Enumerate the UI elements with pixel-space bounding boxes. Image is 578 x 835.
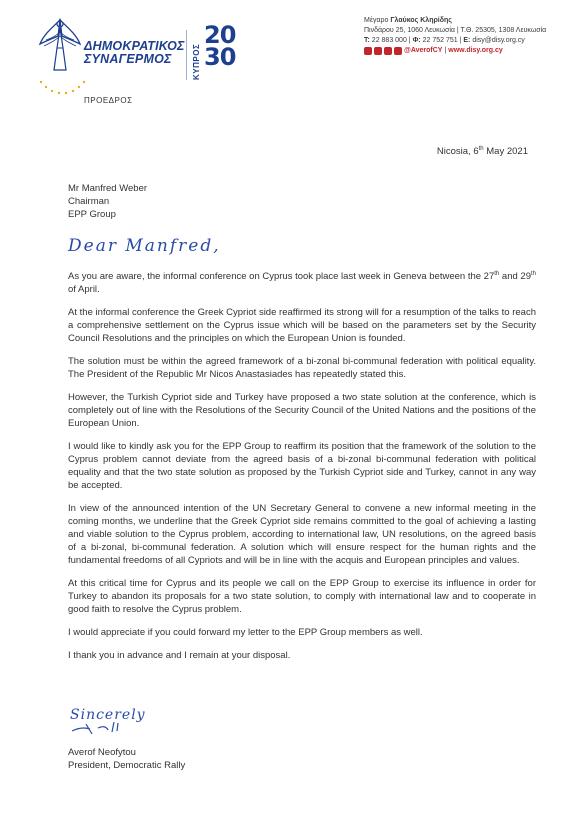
address-line: Πινδάρου 25, 1060 Λευκωσία | Τ.Θ. 25305, 1308 Λευκωσία xyxy=(364,27,547,34)
paragraph-9: I thank you in advance and I remain at your disposal. xyxy=(68,650,291,662)
social-line: @AverofCY | www.disy.org.cy xyxy=(364,46,546,56)
building-line xyxy=(364,16,546,26)
kypros-vertical-label xyxy=(190,28,202,82)
paragraph-1: As you are aware, the informal conference on Cyprus took place last week in Geneva between the 27th and 29th of April. xyxy=(68,271,536,296)
date-prefix: Nicosia, 6 xyxy=(436,146,479,158)
building-prefix: Μέγαρο xyxy=(364,17,389,24)
party-name-line1: ΔΗΜΟΚΡΑΤΙΚΟΣ xyxy=(84,39,185,53)
facebook-icon xyxy=(364,47,372,55)
recipient-block xyxy=(68,182,147,221)
year-bottom: 30 xyxy=(204,43,236,71)
date-rest: May 2021 xyxy=(483,146,528,158)
paragraph-5: I would like to kindly ask you for the EPP Group to reaffirm its position that the framework of the solution to the Cyprus problem cannot deviate from the agreed basis of a bi-zonal bi-communal federation with political equality and that the two state solution as proposed by the Turkish Cypriot side and Turkey, cannot in any way be accepted. xyxy=(68,441,536,492)
president-label: ΠΡΟΕΔΡΟΣ xyxy=(84,96,133,105)
letter-date xyxy=(437,146,528,157)
letterhead xyxy=(0,0,578,110)
email-value: disy@disy.org.cy xyxy=(472,37,525,44)
twitter-icon xyxy=(384,47,392,55)
year-top: 20 xyxy=(204,21,236,49)
letterhead-divider xyxy=(186,30,187,80)
signatory-title: President, Democratic Rally xyxy=(68,760,186,771)
signatory-block xyxy=(68,746,185,772)
winged-victory-logo-icon xyxy=(38,14,82,74)
fax-value: 22 752 751 xyxy=(422,37,458,44)
tel-label: Τ: xyxy=(364,37,370,44)
contact-block xyxy=(364,16,546,56)
cyprus-2030-logo xyxy=(204,21,236,71)
kypros-text: ΚΥΠΡΟΣ xyxy=(192,43,201,80)
paragraph-2: At the informal conference the Greek Cypriot side reaffirmed its strong will for a resumption of the talks to reach a comprehensive settlement on the Cyprus issue which will be based on the parameters set by the Security Council Resolutions and the principles on which the European Union is founded. xyxy=(68,307,536,345)
paragraph-7: At this critical time for Cyprus and its people we call on the EPP Group to exercise its influence in order for Turkey to abandon its proposals for a two state solution, to comply with international law and to cooperate in good faith to resolve the Cyprus problem. xyxy=(68,578,536,616)
paragraph-8: I would appreciate if you could forward my letter to the EPP Group members as well. xyxy=(68,627,423,639)
recipient-name: Mr Manfred Weber xyxy=(68,183,148,194)
paragraph-3: The solution must be within the agreed framework of a bi-zonal bi-communal federation with political equality. The President of the Republic Mr Nicos Anastasiades has repeatedly stated this. xyxy=(68,356,536,381)
building-name: Γλαύκος Κληρίδης xyxy=(390,17,452,24)
stars-arc-icon xyxy=(38,78,88,96)
website: www.disy.org.cy xyxy=(448,47,503,54)
tel-value: 22 883 000 xyxy=(371,37,407,44)
handwritten-signature xyxy=(68,706,178,736)
recipient-title: Chairman xyxy=(68,196,110,207)
instagram-icon xyxy=(374,47,382,55)
party-name xyxy=(84,40,185,66)
date-suffix: th xyxy=(478,146,484,152)
youtube-icon xyxy=(394,47,402,55)
signatory-name: Averof Neofytou xyxy=(68,747,136,758)
fax-label: Φ: xyxy=(412,37,421,44)
paragraph-4: However, the Turkish Cypriot side and Turkey have proposed a two state solution at the conference, which is completely out of line with the Resolutions of the Security Council of the United Nations and the positions of the European Union. xyxy=(68,392,536,430)
party-name-line2: ΣΥΝΑΓΕΡΜΟΣ xyxy=(84,52,172,66)
handwritten-salutation: Dear Manfred, xyxy=(68,236,221,256)
recipient-org: EPP Group xyxy=(68,209,116,220)
letter-body xyxy=(68,268,536,672)
email-label: E: xyxy=(463,37,471,44)
phone-line: Τ: 22 883 000 | Φ: 22 752 751 | E: disy@disy.org.cy xyxy=(364,37,525,44)
sincerely-text: Sincerely xyxy=(70,707,146,723)
social-handle: @AverofCY xyxy=(404,47,443,54)
paragraph-6: In view of the announced intention of the UN Secretary General to convene a new informal meeting in the coming months, we underline that the Greek Cypriot side remains committed to the goal of achieving a lasting and viable solution to the Cyprus problem, according to international law, UN resolutions, on the agreed basis of a bi-zonal, bi-communal federation. A solution which will ensure respect for the human rights and the fundamental freedoms of all Cypriots and will be in line with the acquis and European principles and values. xyxy=(68,503,536,567)
